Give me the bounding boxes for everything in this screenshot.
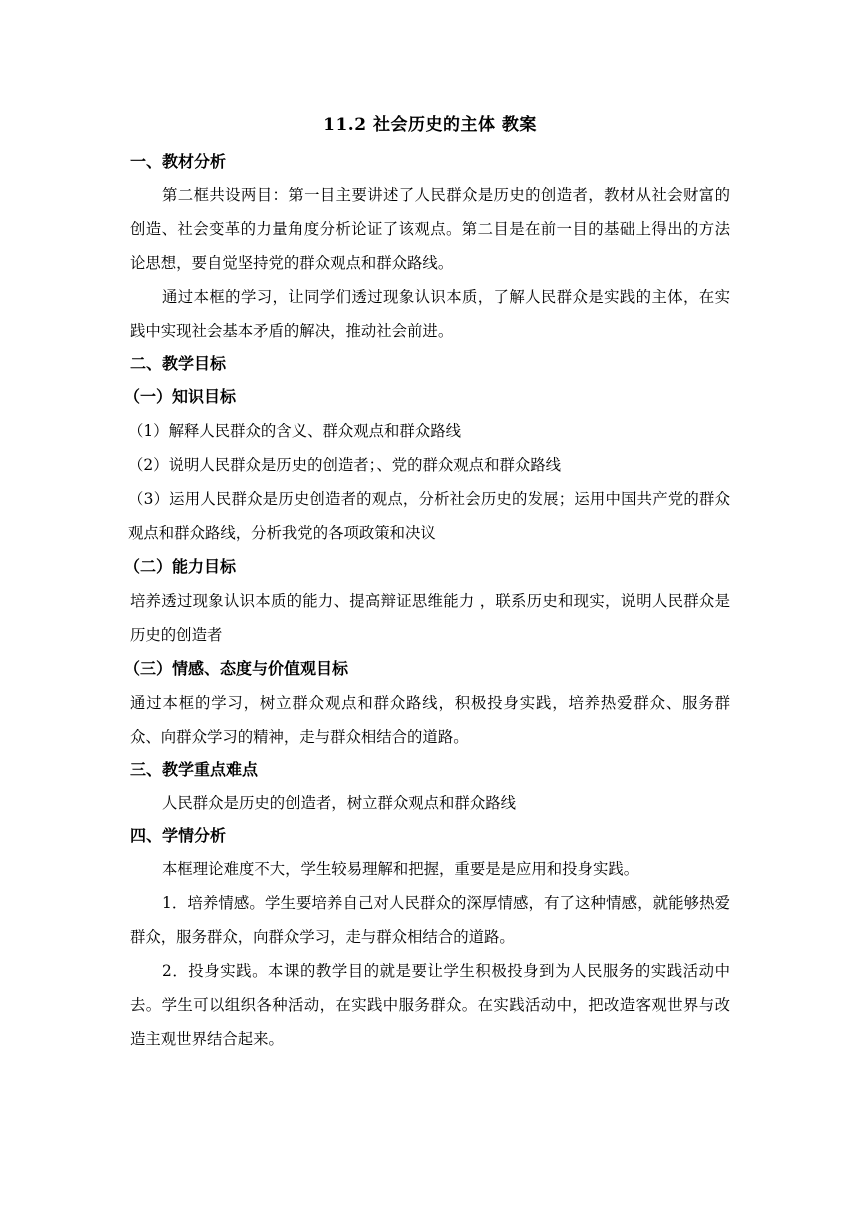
section-heading-student-analysis: 四、学情分析 bbox=[130, 826, 227, 845]
section-heading-textbook-analysis: 一、教材分析 bbox=[130, 152, 227, 171]
paragraph-key-points: 人民群众是历史的创造者，树立群众观点和群众路线 bbox=[162, 794, 516, 812]
paragraph-student-analysis-2: 1．培养情感。学生要培养自己对人民群众的深厚情感，有了这种情感，就能够热爱群众，服务群众，向群众学习，走与群众相结合的道路。 bbox=[130, 894, 730, 946]
document-body bbox=[124, 146, 730, 1056]
section-heading-teaching-goals: 二、教学目标 bbox=[130, 354, 227, 373]
list-item-knowledge-goal-1: （1）解释人民群众的含义、群众观点和群众路线 bbox=[128, 422, 461, 440]
subsection-heading-emotion-goals: （三）情感、态度与价值观目标 bbox=[124, 659, 349, 678]
section-heading-key-points: 三、教学重点难点 bbox=[130, 760, 259, 779]
paragraph-textbook-analysis-2: 通过本框的学习，让同学们透过现象认识本质，了解人民群众是实践的主体，在实践中实现社会基本矛盾的解决，推动社会前进。 bbox=[130, 288, 730, 340]
document-title: 11.2 社会历史的主体 教案 bbox=[323, 115, 537, 135]
paragraph-emotion-goals: 通过本框的学习，树立群众观点和群众路线，积极投身实践，培养热爱群众、服务群众、向群众学习的精神，走与群众相结合的道路。 bbox=[130, 694, 730, 746]
subsection-heading-ability-goals: （二）能力目标 bbox=[124, 557, 237, 576]
list-item-knowledge-goal-3: （3）运用人民群众是历史创造者的观点，分析社会历史的发展；运用中国共产党的群众观点和群众路线，分析我党的各项政策和决议 bbox=[128, 490, 730, 542]
subsection-heading-knowledge-goals: （一）知识目标 bbox=[124, 387, 237, 406]
paragraph-student-analysis-1: 本框理论难度不大，学生较易理解和把握，重要是是应用和投身实践。 bbox=[162, 860, 640, 878]
paragraph-ability-goals: 培养透过现象认识本质的能力、提高辩证思维能力 ，联系历史和现实，说明人民群众是历史的创造者 bbox=[130, 592, 730, 644]
list-item-knowledge-goal-2: （2）说明人民群众是历史的创造者；、党的群众观点和群众路线 bbox=[128, 456, 562, 474]
paragraph-textbook-analysis-1: 第二框共设两目：第一目主要讲述了人民群众是历史的创造者，教材从社会财富的创造、社会变革的力量角度分析论证了该观点。第二目是在前一目的基础上得出的方法论思想，要自觉坚持党的群众观点和群众路线。 bbox=[130, 186, 730, 272]
paragraph-student-analysis-3: 2．投身实践。本课的教学目的就是要让学生积极投身到为人民服务的实践活动中去。学生可以组织各种活动，在实践中服务群众。在实践活动中，把改造客观世界与改造主观世界结合起来。 bbox=[130, 962, 730, 1048]
